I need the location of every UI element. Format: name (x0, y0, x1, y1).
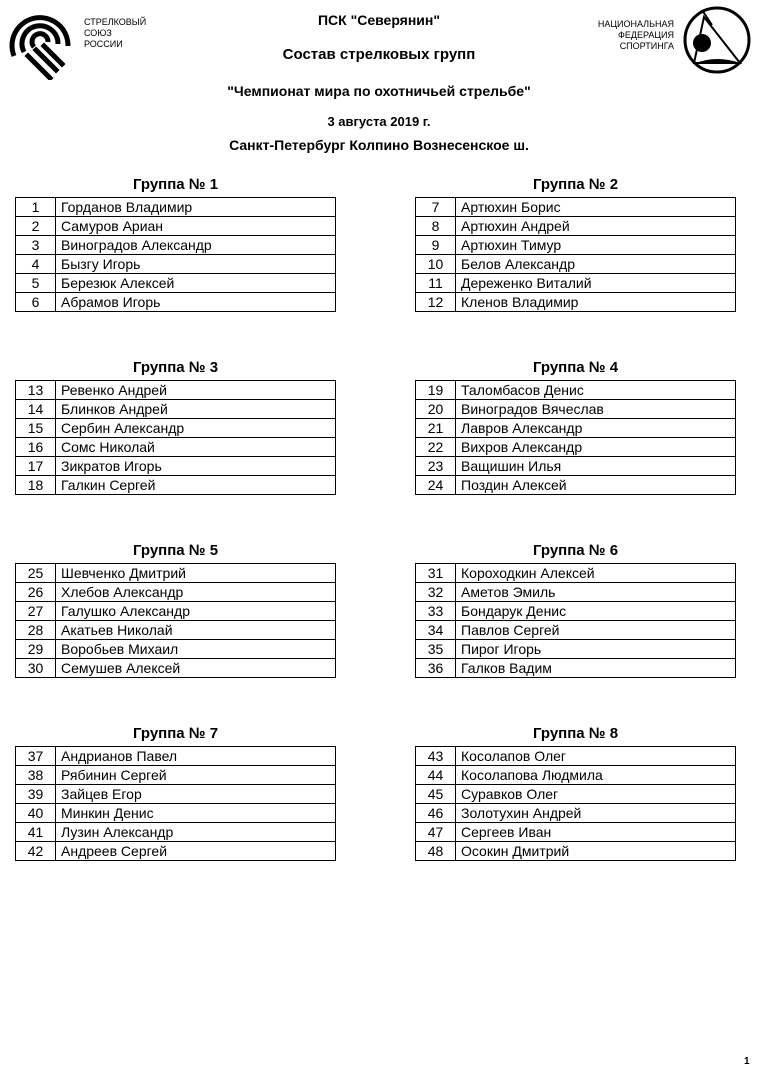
table-row (16, 457, 336, 476)
table-row (16, 747, 336, 766)
participant-number: 46 (416, 804, 456, 823)
participant-name: Белов Александр (456, 255, 736, 274)
table-row (16, 564, 336, 583)
group-roster-table (15, 746, 336, 861)
group-roster-table (415, 746, 736, 861)
participant-number: 44 (416, 766, 456, 785)
participant-number: 17 (16, 457, 56, 476)
group-title: Группа № 4 (532, 359, 619, 376)
participant-number: 47 (416, 823, 456, 842)
organization-title: ПСК "Северянин" (317, 12, 441, 28)
group-title: Группа № 3 (132, 359, 219, 376)
participant-name: Хлебов Александр (56, 583, 336, 602)
participant-number: 9 (416, 236, 456, 255)
participant-name: Осокин Дмитрий (456, 842, 736, 861)
participant-number: 32 (416, 583, 456, 602)
table-row (416, 823, 736, 842)
participant-name: Артюхин Андрей (456, 217, 736, 236)
participant-name: Зикратов Игорь (56, 457, 336, 476)
participant-name: Андрианов Павел (56, 747, 336, 766)
table-row (16, 438, 336, 457)
participant-number: 10 (416, 255, 456, 274)
group-roster-table (15, 197, 336, 312)
participant-number: 23 (416, 457, 456, 476)
event-title: "Чемпионат мира по охотничьей стрельбе" (227, 83, 531, 99)
participant-name: Акатьев Николай (56, 621, 336, 640)
participant-name: Пирог Игорь (456, 640, 736, 659)
participant-number: 1 (16, 198, 56, 217)
participant-number: 16 (16, 438, 56, 457)
participant-name: Бызгу Игорь (56, 255, 336, 274)
table-row (16, 293, 336, 312)
participant-number: 2 (16, 217, 56, 236)
table-row (416, 198, 736, 217)
table-row (416, 766, 736, 785)
table-row (16, 842, 336, 861)
table-row (416, 564, 736, 583)
participant-name: Ревенко Андрей (56, 381, 336, 400)
group-roster-table (415, 380, 736, 495)
participant-number: 20 (416, 400, 456, 419)
participant-number: 15 (16, 419, 56, 438)
table-row (416, 659, 736, 678)
participant-name: Галушко Александр (56, 602, 336, 621)
group-2 (415, 175, 736, 312)
table-row (416, 640, 736, 659)
table-row (416, 476, 736, 495)
participant-number: 12 (416, 293, 456, 312)
participant-name: Сомс Николай (56, 438, 336, 457)
participant-name: Воробьев Михаил (56, 640, 336, 659)
participant-name: Виноградов Александр (56, 236, 336, 255)
participant-number: 39 (16, 785, 56, 804)
table-row (16, 621, 336, 640)
table-row (16, 255, 336, 274)
group-7 (15, 724, 336, 861)
participant-number: 6 (16, 293, 56, 312)
participant-number: 13 (16, 381, 56, 400)
group-title: Группа № 7 (132, 725, 219, 742)
table-row (16, 602, 336, 621)
participant-number: 22 (416, 438, 456, 457)
group-title: Группа № 1 (132, 176, 219, 193)
participant-name: Косолапова Людмила (456, 766, 736, 785)
participant-name: Галкин Сергей (56, 476, 336, 495)
participant-name: Горданов Владимир (56, 198, 336, 217)
table-row (16, 766, 336, 785)
participant-number: 24 (416, 476, 456, 495)
table-row (16, 419, 336, 438)
participant-number: 29 (16, 640, 56, 659)
participant-number: 3 (16, 236, 56, 255)
participant-number: 21 (416, 419, 456, 438)
group-roster-table (415, 563, 736, 678)
table-row (16, 823, 336, 842)
table-row (416, 293, 736, 312)
group-title: Группа № 6 (532, 542, 619, 559)
participant-name: Кленов Владимир (456, 293, 736, 312)
participant-name: Артюхин Борис (456, 198, 736, 217)
participant-name: Березюк Алексей (56, 274, 336, 293)
participant-name: Павлов Сергей (456, 621, 736, 640)
table-row (16, 785, 336, 804)
participant-name: Рябинин Сергей (56, 766, 336, 785)
participant-number: 26 (16, 583, 56, 602)
participant-name: Бондарук Денис (456, 602, 736, 621)
group-title: Группа № 5 (132, 542, 219, 559)
participant-name: Самуров Ариан (56, 217, 336, 236)
participant-name: Виноградов Вячеслав (456, 400, 736, 419)
table-row (416, 255, 736, 274)
participant-number: 19 (416, 381, 456, 400)
participant-name: Галков Вадим (456, 659, 736, 678)
participant-name: Блинков Андрей (56, 400, 336, 419)
participant-number: 42 (16, 842, 56, 861)
participant-number: 36 (416, 659, 456, 678)
group-4 (415, 358, 736, 495)
participant-name: Поздин Алексей (456, 476, 736, 495)
document-title: Состав стрелковых групп (282, 46, 476, 63)
participant-name: Абрамов Игорь (56, 293, 336, 312)
participant-number: 48 (416, 842, 456, 861)
participant-name: Суравков Олег (456, 785, 736, 804)
participant-number: 14 (16, 400, 56, 419)
table-row (416, 804, 736, 823)
participant-number: 35 (416, 640, 456, 659)
group-roster-table (415, 197, 736, 312)
event-date: 3 августа 2019 г. (327, 114, 431, 129)
table-row (416, 381, 736, 400)
participant-number: 40 (16, 804, 56, 823)
participant-number: 43 (416, 747, 456, 766)
participant-name: Артюхин Тимур (456, 236, 736, 255)
participant-number: 7 (416, 198, 456, 217)
participant-number: 28 (16, 621, 56, 640)
table-row (416, 747, 736, 766)
table-row (416, 400, 736, 419)
participant-number: 8 (416, 217, 456, 236)
table-row (16, 381, 336, 400)
table-row (416, 842, 736, 861)
event-venue: Санкт-Петербург Колпино Вознесенское ш. (229, 137, 529, 153)
group-roster-table (15, 563, 336, 678)
table-row (16, 400, 336, 419)
participant-name: Короходкин Алексей (456, 564, 736, 583)
participant-number: 30 (16, 659, 56, 678)
participant-number: 33 (416, 602, 456, 621)
table-row (416, 621, 736, 640)
group-title: Группа № 8 (532, 725, 619, 742)
logo-left-line: СТРЕЛКОВЫЙ (84, 17, 147, 27)
table-row (16, 236, 336, 255)
page-number: 1 (744, 1056, 750, 1067)
participant-number: 41 (16, 823, 56, 842)
participant-number: 38 (16, 766, 56, 785)
table-row (16, 476, 336, 495)
participant-name: Сергеев Иван (456, 823, 736, 842)
table-row (416, 602, 736, 621)
participant-name: Лузин Александр (56, 823, 336, 842)
participant-number: 34 (416, 621, 456, 640)
logo-right-line: НАЦИОНАЛЬНАЯ (597, 19, 674, 29)
participant-name: Лавров Александр (456, 419, 736, 438)
participant-name: Косолапов Олег (456, 747, 736, 766)
participant-name: Дереженко Виталий (456, 274, 736, 293)
table-row (416, 274, 736, 293)
participant-number: 37 (16, 747, 56, 766)
participant-name: Зайцев Егор (56, 785, 336, 804)
group-6 (415, 541, 736, 678)
logo-left-line: СОЮЗ (84, 28, 112, 38)
logo-right-line: СПОРТИНГА (619, 41, 674, 51)
participant-number: 25 (16, 564, 56, 583)
participant-number: 45 (416, 785, 456, 804)
participant-name: Минкин Денис (56, 804, 336, 823)
group-1 (15, 175, 336, 312)
table-row (16, 274, 336, 293)
table-row (16, 804, 336, 823)
table-row (416, 217, 736, 236)
participant-name: Золотухин Андрей (456, 804, 736, 823)
table-row (416, 438, 736, 457)
table-row (16, 198, 336, 217)
table-row (416, 583, 736, 602)
table-row (416, 419, 736, 438)
participant-name: Ващишин Илья (456, 457, 736, 476)
group-title: Группа № 2 (532, 176, 619, 193)
group-5 (15, 541, 336, 678)
participant-name: Сербин Александр (56, 419, 336, 438)
group-roster-table (15, 380, 336, 495)
participant-number: 5 (16, 274, 56, 293)
group-3 (15, 358, 336, 495)
participant-name: Аметов Эмиль (456, 583, 736, 602)
participant-name: Семушев Алексей (56, 659, 336, 678)
participant-number: 11 (416, 274, 456, 293)
table-row (416, 457, 736, 476)
participant-name: Шевченко Дмитрий (56, 564, 336, 583)
logo-left-line: РОССИИ (84, 39, 123, 49)
table-row (16, 659, 336, 678)
participant-number: 27 (16, 602, 56, 621)
table-row (16, 640, 336, 659)
participant-name: Андреев Сергей (56, 842, 336, 861)
table-row (16, 217, 336, 236)
table-row (16, 583, 336, 602)
table-row (416, 785, 736, 804)
group-8 (415, 724, 736, 861)
participant-number: 4 (16, 255, 56, 274)
participant-number: 18 (16, 476, 56, 495)
table-row (416, 236, 736, 255)
participant-number: 31 (416, 564, 456, 583)
participant-name: Вихров Александр (456, 438, 736, 457)
logo-right-line: ФЕДЕРАЦИЯ (618, 30, 674, 40)
participant-name: Таломбасов Денис (456, 381, 736, 400)
